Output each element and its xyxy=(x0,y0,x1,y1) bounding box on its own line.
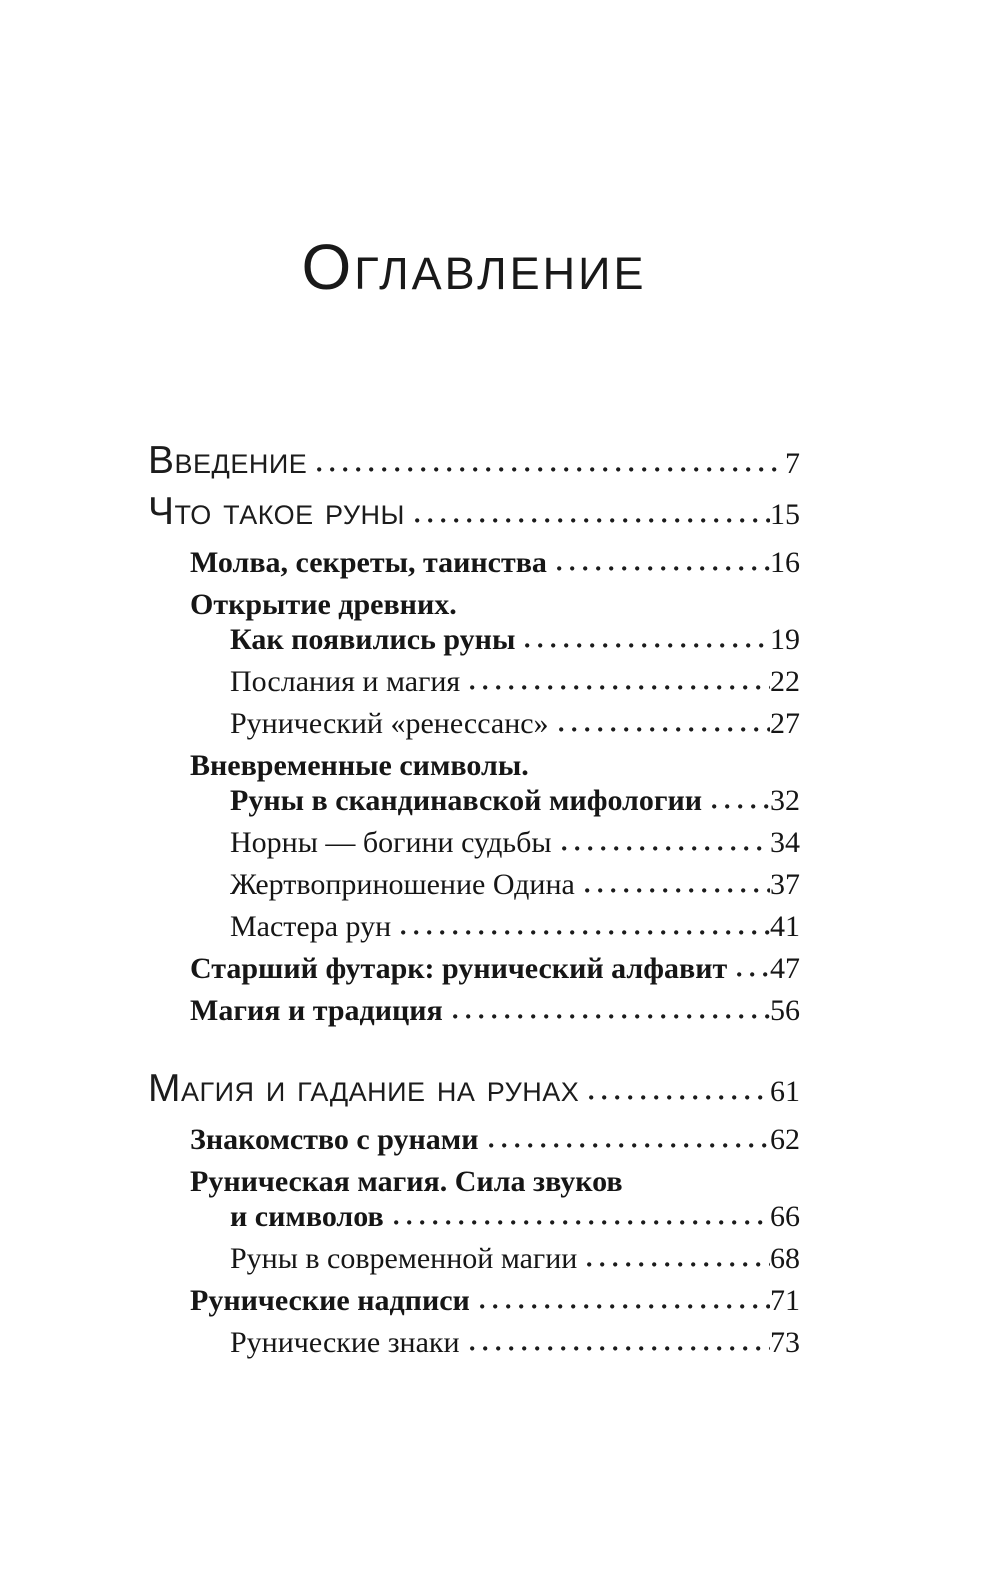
toc-entry-label: Магия и традиция xyxy=(190,994,443,1027)
toc-entry xyxy=(148,1067,800,1110)
toc-entry-label: Руническая магия. Сила звуков xyxy=(190,1165,623,1198)
toc-entry-label: Норны — богини судьбы xyxy=(230,826,552,859)
toc-entry xyxy=(148,749,800,818)
dot-leader xyxy=(525,642,770,649)
toc-entry-label: Рунические надписи xyxy=(190,1284,470,1317)
toc-entry-row xyxy=(148,952,800,986)
dot-leader xyxy=(589,1094,770,1101)
toc-entry xyxy=(148,588,800,657)
toc-entry xyxy=(148,1123,800,1157)
toc-entry-page: 37 xyxy=(770,868,800,901)
toc-entry-page: 47 xyxy=(770,952,800,985)
toc-entry-label: Магия и гадание на рунах xyxy=(148,1067,580,1110)
toc-entry-label: Рунический «ренессанс» xyxy=(230,707,549,740)
toc-entry-page: 19 xyxy=(770,623,800,656)
toc-entry-label: Вневременные символы. xyxy=(190,749,529,782)
toc-entry-row xyxy=(148,826,800,860)
toc-entry-page: 41 xyxy=(770,910,800,943)
dot-leader xyxy=(470,1345,770,1352)
toc-entry xyxy=(148,1165,800,1234)
dot-leader xyxy=(587,1261,770,1268)
dot-leader xyxy=(401,929,770,936)
toc-entry-page: 62 xyxy=(770,1123,800,1156)
toc-entry xyxy=(148,665,800,699)
toc-entry-row xyxy=(148,1165,800,1199)
toc-list xyxy=(148,439,800,1360)
dot-leader xyxy=(712,803,770,810)
toc-entry-row xyxy=(148,439,800,482)
dot-leader xyxy=(557,565,770,572)
toc-entry-label: Что такое руны xyxy=(148,490,405,533)
dot-leader xyxy=(559,726,770,733)
toc-entry-row xyxy=(148,490,800,533)
toc-entry-page: 7 xyxy=(785,447,800,480)
toc-entry-label: Послания и магия xyxy=(230,665,461,698)
dot-leader xyxy=(737,971,770,978)
toc-entry-label: Руны в скандинавской мифологии xyxy=(230,784,703,817)
dot-leader xyxy=(489,1142,770,1149)
toc-entry-row xyxy=(148,707,800,741)
toc-entry-row xyxy=(148,1067,800,1110)
toc-entry-page: 71 xyxy=(770,1284,800,1317)
dot-leader xyxy=(317,466,785,473)
toc-entry-page: 73 xyxy=(770,1326,800,1359)
toc-entry-label: Старший футарк: рунический алфавит xyxy=(190,952,728,985)
toc-entry xyxy=(148,490,800,533)
toc-entry xyxy=(148,1242,800,1276)
toc-entry-row xyxy=(148,1242,800,1276)
toc-entry-label: Мастера рун xyxy=(230,910,392,943)
toc-entry-row xyxy=(148,588,800,622)
toc-entry-label: Руны в современной магии xyxy=(230,1242,578,1275)
toc-entry-page: 16 xyxy=(770,546,800,579)
toc-entry xyxy=(148,439,800,482)
dot-leader xyxy=(415,517,770,524)
toc-entry-row xyxy=(148,749,800,783)
toc-entry xyxy=(148,910,800,944)
toc-entry-label: Рунические знаки xyxy=(230,1326,460,1359)
toc-entry-label: Знакомство с рунами xyxy=(190,1123,479,1156)
toc-entry-page: 32 xyxy=(770,784,800,817)
title-wrap xyxy=(148,232,800,302)
page-title: Оглавление xyxy=(301,231,647,303)
toc-entry-page: 15 xyxy=(770,498,800,531)
toc-entry-label: Молва, секреты, таинства xyxy=(190,546,547,579)
toc-entry-label: Жертвоприношение Одина xyxy=(230,868,575,901)
toc-entry-page: 56 xyxy=(770,994,800,1027)
toc-entry-page: 34 xyxy=(770,826,800,859)
dot-leader xyxy=(453,1013,770,1020)
dot-leader xyxy=(394,1219,770,1226)
toc-entry xyxy=(148,868,800,902)
toc-entry xyxy=(148,826,800,860)
toc-entry xyxy=(148,952,800,986)
toc-entry-row xyxy=(148,665,800,699)
dot-leader xyxy=(562,845,770,852)
toc-entry xyxy=(148,1326,800,1360)
toc-entry-page: 61 xyxy=(770,1075,800,1108)
toc-entry xyxy=(148,1284,800,1318)
toc-entry-row xyxy=(148,910,800,944)
toc-entry-row xyxy=(148,1326,800,1360)
toc-entry-row xyxy=(148,868,800,902)
toc-entry-label: Как появились руны xyxy=(230,623,516,656)
toc-entry-page: 68 xyxy=(770,1242,800,1275)
dot-leader xyxy=(585,887,770,894)
toc-entry xyxy=(148,707,800,741)
toc-entry-page: 22 xyxy=(770,665,800,698)
toc-entry-row xyxy=(148,1284,800,1318)
toc-entry-row xyxy=(148,994,800,1028)
toc-entry-page: 66 xyxy=(770,1200,800,1233)
dot-leader xyxy=(470,684,770,691)
toc-entry-row xyxy=(148,546,800,580)
toc-entry-row xyxy=(148,784,800,818)
toc-entry-page: 27 xyxy=(770,707,800,740)
toc-entry-label: Открытие древних. xyxy=(190,588,457,621)
dot-leader xyxy=(480,1303,770,1310)
toc-entry-row xyxy=(148,1123,800,1157)
toc-entry xyxy=(148,546,800,580)
toc-entry xyxy=(148,994,800,1028)
toc-entry-label: и символов xyxy=(230,1200,384,1233)
toc-entry-row xyxy=(148,623,800,657)
toc-entry-row xyxy=(148,1200,800,1234)
toc-entry-label: Введение xyxy=(148,439,308,482)
